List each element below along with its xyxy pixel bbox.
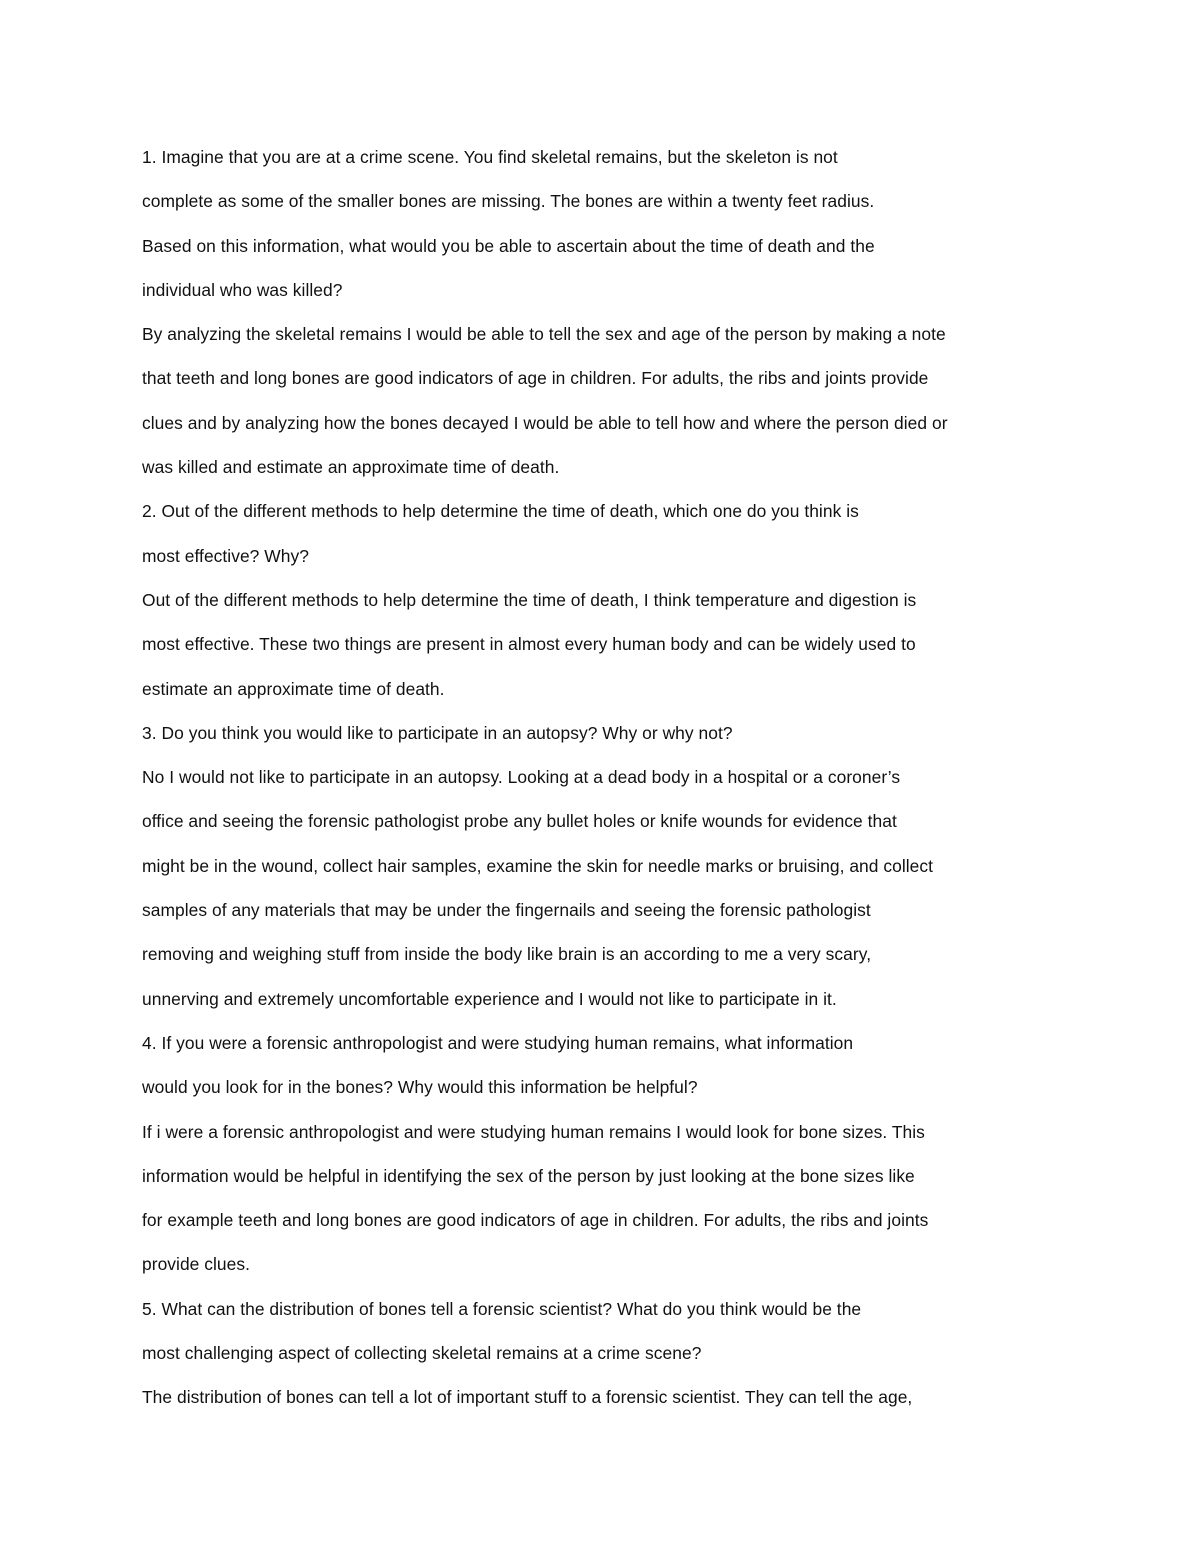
answer-5-line-1: The distribution of bones can tell a lot of important stuff to a forensic scientist. They can tell the age, <box>142 1387 913 1408</box>
answer-3-line-4: samples of any materials that may be under the fingernails and seeing the forensic pathologist <box>142 900 871 921</box>
answer-2-line-2: most effective. These two things are present in almost every human body and can be widely used to <box>142 634 916 655</box>
answer-4-line-1: If i were a forensic anthropologist and were studying human remains I would look for bone sizes. This <box>142 1121 925 1142</box>
answer-3-line-2: office and seeing the forensic pathologist probe any bullet holes or knife wounds for evidence that <box>142 811 897 832</box>
answer-4-line-2: information would be helpful in identifying the sex of the person by just looking at the bone sizes like <box>142 1165 915 1186</box>
answer-2-line-1: Out of the different methods to help determine the time of death, I think temperature and digestion is <box>142 589 917 610</box>
question-2-line-2: most effective? Why? <box>142 545 309 566</box>
question-1-line-3: Based on this information, what would you be able to ascertain about the time of death and the <box>142 235 875 256</box>
document-body <box>142 139 1072 1424</box>
answer-1-line-3: clues and by analyzing how the bones decayed I would be able to tell how and where the person died or <box>142 412 948 433</box>
answer-1-line-1: By analyzing the skeletal remains I would be able to tell the sex and age of the person by making a note <box>142 324 946 345</box>
question-1-line-4: individual who was killed? <box>142 279 343 300</box>
answer-1-line-2: that teeth and long bones are good indicators of age in children. For adults, the ribs and joints provide <box>142 368 929 389</box>
answer-2-line-3: estimate an approximate time of death. <box>142 678 445 699</box>
answer-3-line-1: No I would not like to participate in an autopsy. Looking at a dead body in a hospital or a coroner’s <box>142 767 901 788</box>
answer-3-line-6: unnerving and extremely uncomfortable experience and I would not like to participate in it. <box>142 988 837 1009</box>
answer-3-line-3: might be in the wound, collect hair samples, examine the skin for needle marks or bruising, and collect <box>142 855 934 876</box>
answer-1-line-4: was killed and estimate an approximate time of death. <box>142 457 560 478</box>
question-5-line-1: 5. What can the distribution of bones tell a forensic scientist? What do you think would be the <box>142 1298 862 1319</box>
question-1-line-2: complete as some of the smaller bones are missing. The bones are within a twenty feet radius. <box>142 191 875 212</box>
question-5-line-2: most challenging aspect of collecting skeletal remains at a crime scene? <box>142 1343 702 1364</box>
answer-3-line-5: removing and weighing stuff from inside the body like brain is an according to me a very scary, <box>142 944 872 965</box>
answer-4-line-4: provide clues. <box>142 1254 250 1275</box>
question-4-line-1: 4. If you were a forensic anthropologist and were studying human remains, what information <box>142 1032 854 1053</box>
question-3-line-1: 3. Do you think you would like to participate in an autopsy? Why or why not? <box>142 722 733 743</box>
question-1-line-1: 1. Imagine that you are at a crime scene. You find skeletal remains, but the skeleton is not <box>142 147 838 167</box>
question-2-line-1: 2. Out of the different methods to help determine the time of death, which one do you think is <box>142 501 859 522</box>
question-4-line-2: would you look for in the bones? Why would this information be helpful? <box>142 1077 698 1098</box>
answer-4-line-3: for example teeth and long bones are good indicators of age in children. For adults, the ribs and joints <box>142 1210 929 1231</box>
